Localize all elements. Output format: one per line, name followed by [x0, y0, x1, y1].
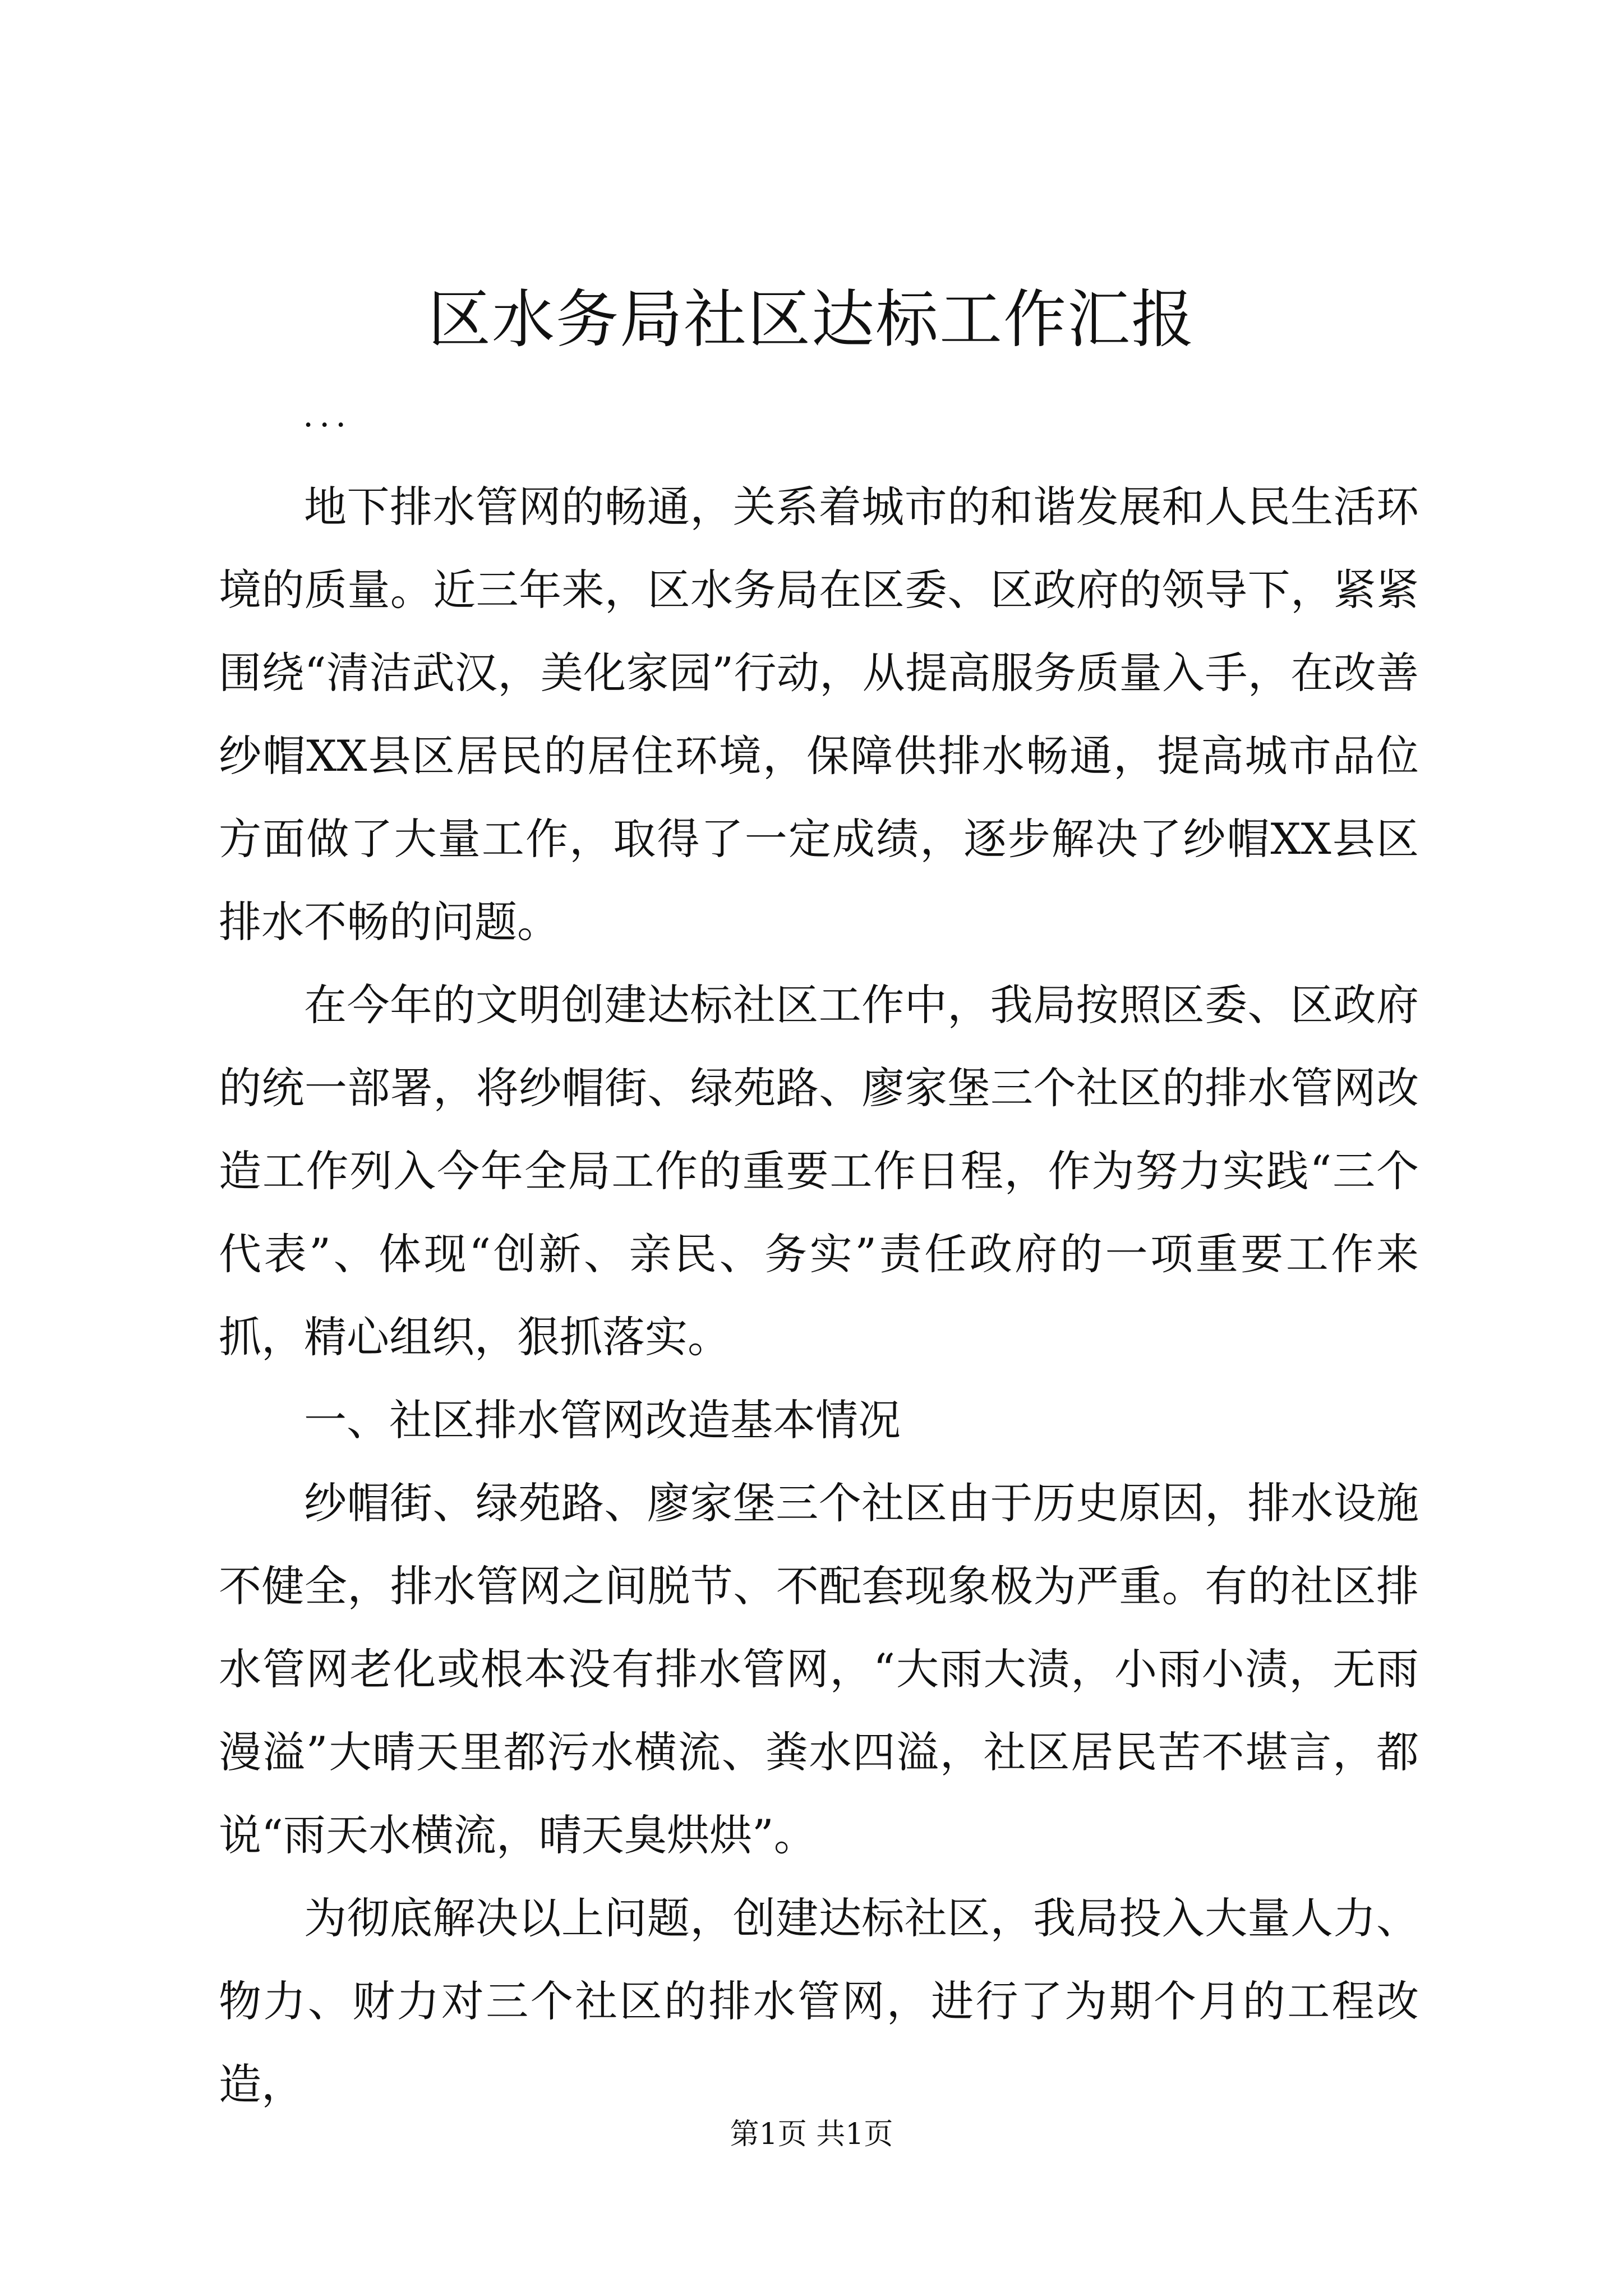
paragraph-2: 在今年的文明创建达标社区工作中，我局按照区委、区政府的统一部署，将纱帽街、绿苑路、廖家堡三个社区的排水管网改造工作列入今年全局工作的重要工作日程，作为努力实践“三个代表”、体现“创新、亲民、务实”责任政府的一项重要工作来抓，精心组织，狠抓落实。	[219, 980, 1419, 1362]
paragraph-3: 纱帽街、绿苑路、廖家堡三个社区由于历史原因，排水设施不健全，排水管网之间脱节、不配套现象极为严重。有的社区排水管网老化或根本没有排水管网，“大雨大渍，小雨小渍，无雨漫溢”大晴天里都污水横流、粪水四溢，社区居民苦不堪言，都说“雨天水横流，晴天臭烘烘”。	[219, 1478, 1419, 1860]
paragraph-1: 地下排水管网的畅通，关系着城市的和谐发展和人民生活环境的质量。近三年来，区水务局在区委、区政府的领导下，紧紧围绕“清洁武汉，美化家园”行动，从提高服务质量入手，在改善纱帽XX县区居民的居住环境，保障供排水畅通，提高城市品位方面做了大量工作，取得了一定成绩，逐步解决了纱帽XX县区排水不畅的问题。	[219, 482, 1419, 947]
page-footer: 第1页 共1页	[730, 2118, 893, 2151]
document-title: 区水务局社区达标工作汇报	[428, 283, 1195, 356]
document-body	[219, 466, 1419, 2126]
section-heading-1: 一、社区排水管网改造基本情况	[304, 1395, 901, 1445]
ellipsis-mark: ...	[303, 395, 352, 435]
paragraph-4: 为彻底解决以上问题，创建达标社区，我局投入大量人力、物力、财力对三个社区的排水管网，进行了为期个月的工程改造，	[219, 1893, 1419, 2109]
